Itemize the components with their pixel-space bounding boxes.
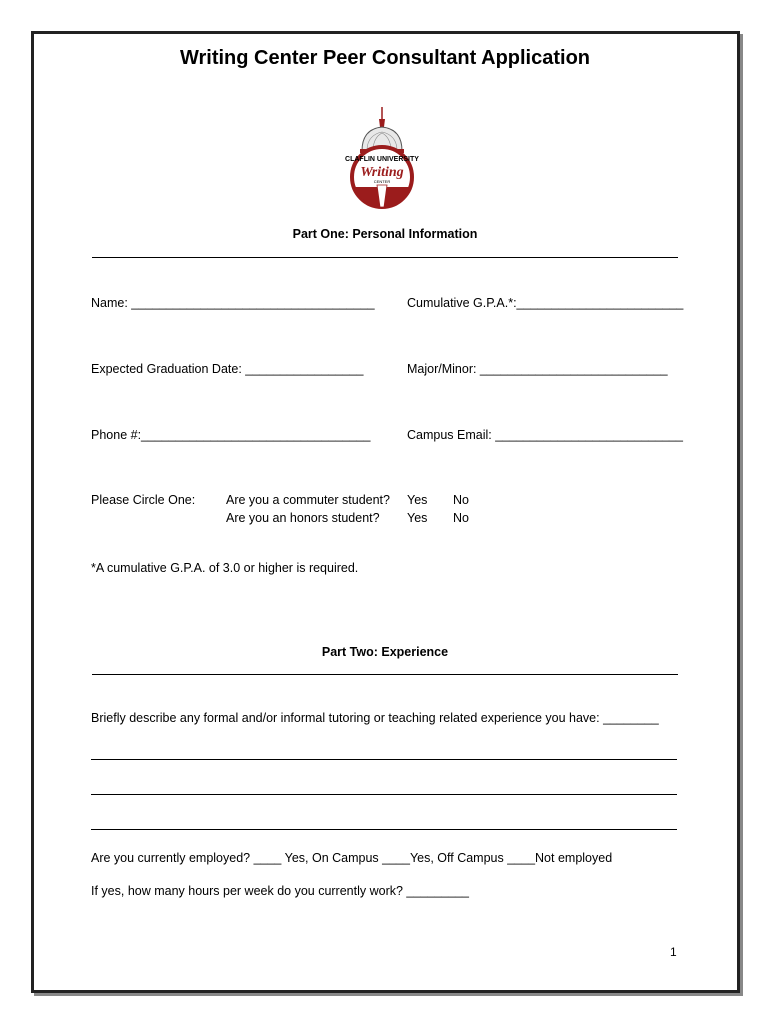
gpa-requirement-note: *A cumulative G.P.A. of 3.0 or higher is required. (91, 561, 359, 575)
part-one-heading: Part One: Personal Information (292, 227, 478, 241)
major-minor-field[interactable]: Major/Minor: ___________________________ (407, 362, 668, 376)
phone-field[interactable]: Phone #:_________________________________ (91, 428, 371, 442)
experience-answer-line[interactable] (91, 829, 677, 830)
gpa-field[interactable]: Cumulative G.P.A.*:________________________ (407, 296, 684, 310)
page-number: 1 (670, 945, 677, 959)
experience-answer-line[interactable] (91, 759, 677, 760)
employment-question[interactable]: Are you currently employed? ____ Yes, On Campus ____Yes, Off Campus ____Not employed (91, 851, 613, 865)
campus-email-field[interactable]: Campus Email: ___________________________ (407, 428, 683, 442)
logo-line1: CLAFLIN UNIVERSITY (345, 156, 419, 163)
commuter-yes[interactable]: Yes (407, 493, 428, 507)
commuter-no[interactable]: No (453, 493, 469, 507)
experience-answer-line[interactable] (91, 794, 677, 795)
part-one-rule (92, 257, 678, 258)
hours-question[interactable]: If yes, how many hours per week do you currently work? _________ (91, 884, 469, 898)
name-field[interactable]: Name: ___________________________________ (91, 296, 375, 310)
honors-no[interactable]: No (453, 511, 469, 525)
circle-one-label: Please Circle One: (91, 493, 196, 507)
honors-yes[interactable]: Yes (407, 511, 428, 525)
claflin-writing-center-logo (340, 105, 424, 211)
part-two-heading: Part Two: Experience (321, 645, 449, 659)
commuter-question: Are you a commuter student? (226, 493, 390, 507)
logo-line2: Writing (360, 165, 404, 180)
part-two-rule (92, 674, 678, 675)
logo-line3: CENTER (373, 179, 391, 184)
graduation-date-field[interactable]: Expected Graduation Date: _________________ (91, 362, 364, 376)
honors-question: Are you an honors student? (226, 511, 380, 525)
experience-question[interactable]: Briefly describe any formal and/or informal tutoring or teaching related experience you have: ________ (91, 711, 659, 725)
page-title: Writing Center Peer Consultant Application (179, 47, 591, 69)
